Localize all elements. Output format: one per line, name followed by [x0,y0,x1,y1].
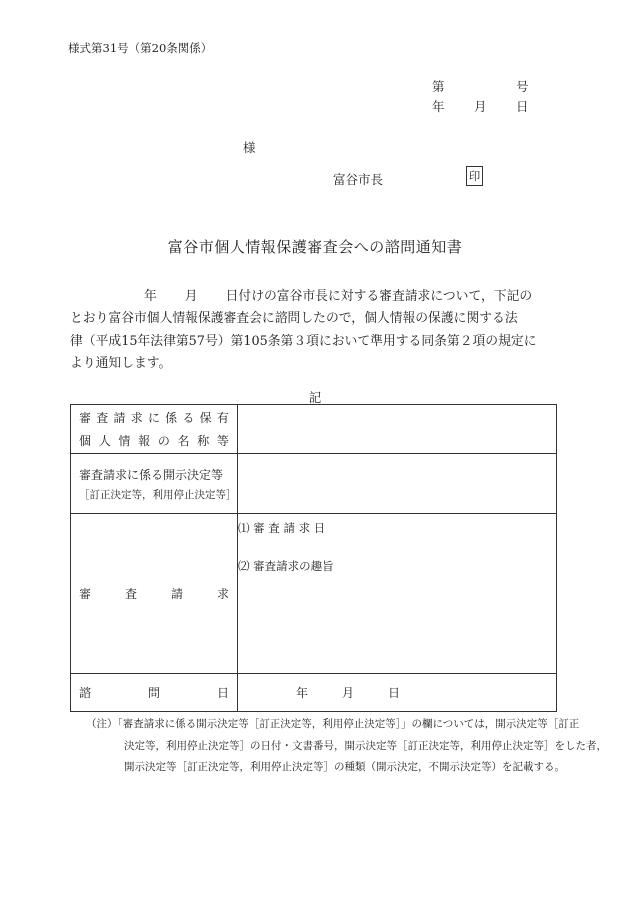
table-row [71,674,557,712]
label-char: 日 [216,686,229,700]
label-char: 請 [170,587,183,601]
value-held-info-name[interactable] [238,405,557,454]
body-text [70,286,560,375]
date-day: 日 [516,99,529,114]
label-char: 保 [199,411,212,425]
consult-year: 年 [296,686,309,700]
consult-day: 日 [388,686,401,700]
label-char: 称 [197,434,210,448]
label-line: 審査請求に係る開示決定等 [79,467,224,482]
label-line [79,585,229,602]
table-row [71,405,557,454]
body-line-1-rest: 日付けの富谷市長に対する審査請求について，下記の [225,289,533,304]
label-char: 審 [79,411,92,425]
date-month: 月 [474,99,487,114]
label-char: 個 [79,434,92,448]
label-char: 諮 [79,686,92,700]
label-char: 報 [138,434,151,448]
review-request-purpose: ⑵ 審査請求の趣旨 [238,559,334,573]
body-year: 年 [144,289,157,304]
notification-table [70,404,557,712]
footnote-line-3: 開示決定等［訂正決定等，利用停止決定等］の種類（開示決定，不開示決定等）を記載する。 [124,761,565,773]
form-number: 様式第31号（第20条関係） [68,41,213,55]
label-char: 問 [147,686,160,700]
label-char: 請 [113,411,126,425]
body-month: 月 [184,289,198,304]
label-char: 審 [79,587,92,601]
label-consultation-date [71,674,238,712]
consult-month: 月 [342,686,355,700]
label-char: の [157,434,170,448]
date-year: 年 [432,99,445,114]
seal-mark: 印 [466,166,483,186]
table-row [71,514,557,674]
label-line [79,432,229,449]
body-line-4: より通知します。 [70,355,172,371]
number-dai: 第 [432,79,445,94]
body-line-1 [70,286,560,308]
label-char: 情 [118,434,131,448]
label-char: 査 [96,411,109,425]
label-char: る [182,411,195,425]
review-request-date: ⑴ 審 査 請 求 日 [238,521,326,535]
label-char: 名 [177,434,190,448]
label-line [79,684,229,701]
number-go: 号 [516,79,529,94]
sender: 富谷市長 [333,172,384,187]
label-char: 有 [216,411,229,425]
body-line-2: とおり富谷市個人情報保護審査会に諮問したので，個人情報の保護に関する法 [70,311,518,327]
value-disclosure-decision[interactable] [238,454,557,514]
document-title: 富谷市個人情報保護審査会への諮問通知書 [167,238,463,256]
label-review-request [71,514,238,674]
label-char: に [147,411,160,425]
footnote-line-2: 決定等，利用停止決定等］の日付・文書番号，開示決定等［訂正決定等，利用停止決定等］をした者， [124,739,607,752]
label-char: 求 [216,587,229,601]
label-char: 係 [165,411,178,425]
label-line [79,409,229,426]
label-held-info-name [71,405,238,454]
label-char: 求 [130,411,143,425]
body-line-3: 律（平成15年法律第57号）第105条第３項において準用する同条第２項の規定に [70,333,537,349]
value-review-request[interactable] [238,514,557,674]
label-char: 査 [124,587,137,601]
label-char: 人 [98,434,111,448]
ki-heading: 記 [308,390,322,405]
footnote [86,714,607,779]
label-disclosure-decision [71,454,238,514]
label-char: 等 [216,434,229,448]
table-row [71,454,557,514]
value-consultation-date[interactable] [238,674,557,712]
footnote-line-1: （注）「審査請求に係る開示決定等［訂正決定等，利用停止決定等］」の欄については，開示決定等［訂正 [86,718,580,730]
label-subline: ［訂正決定等，利用停止決定等］ [79,488,237,501]
addressee: 様 [243,140,256,155]
